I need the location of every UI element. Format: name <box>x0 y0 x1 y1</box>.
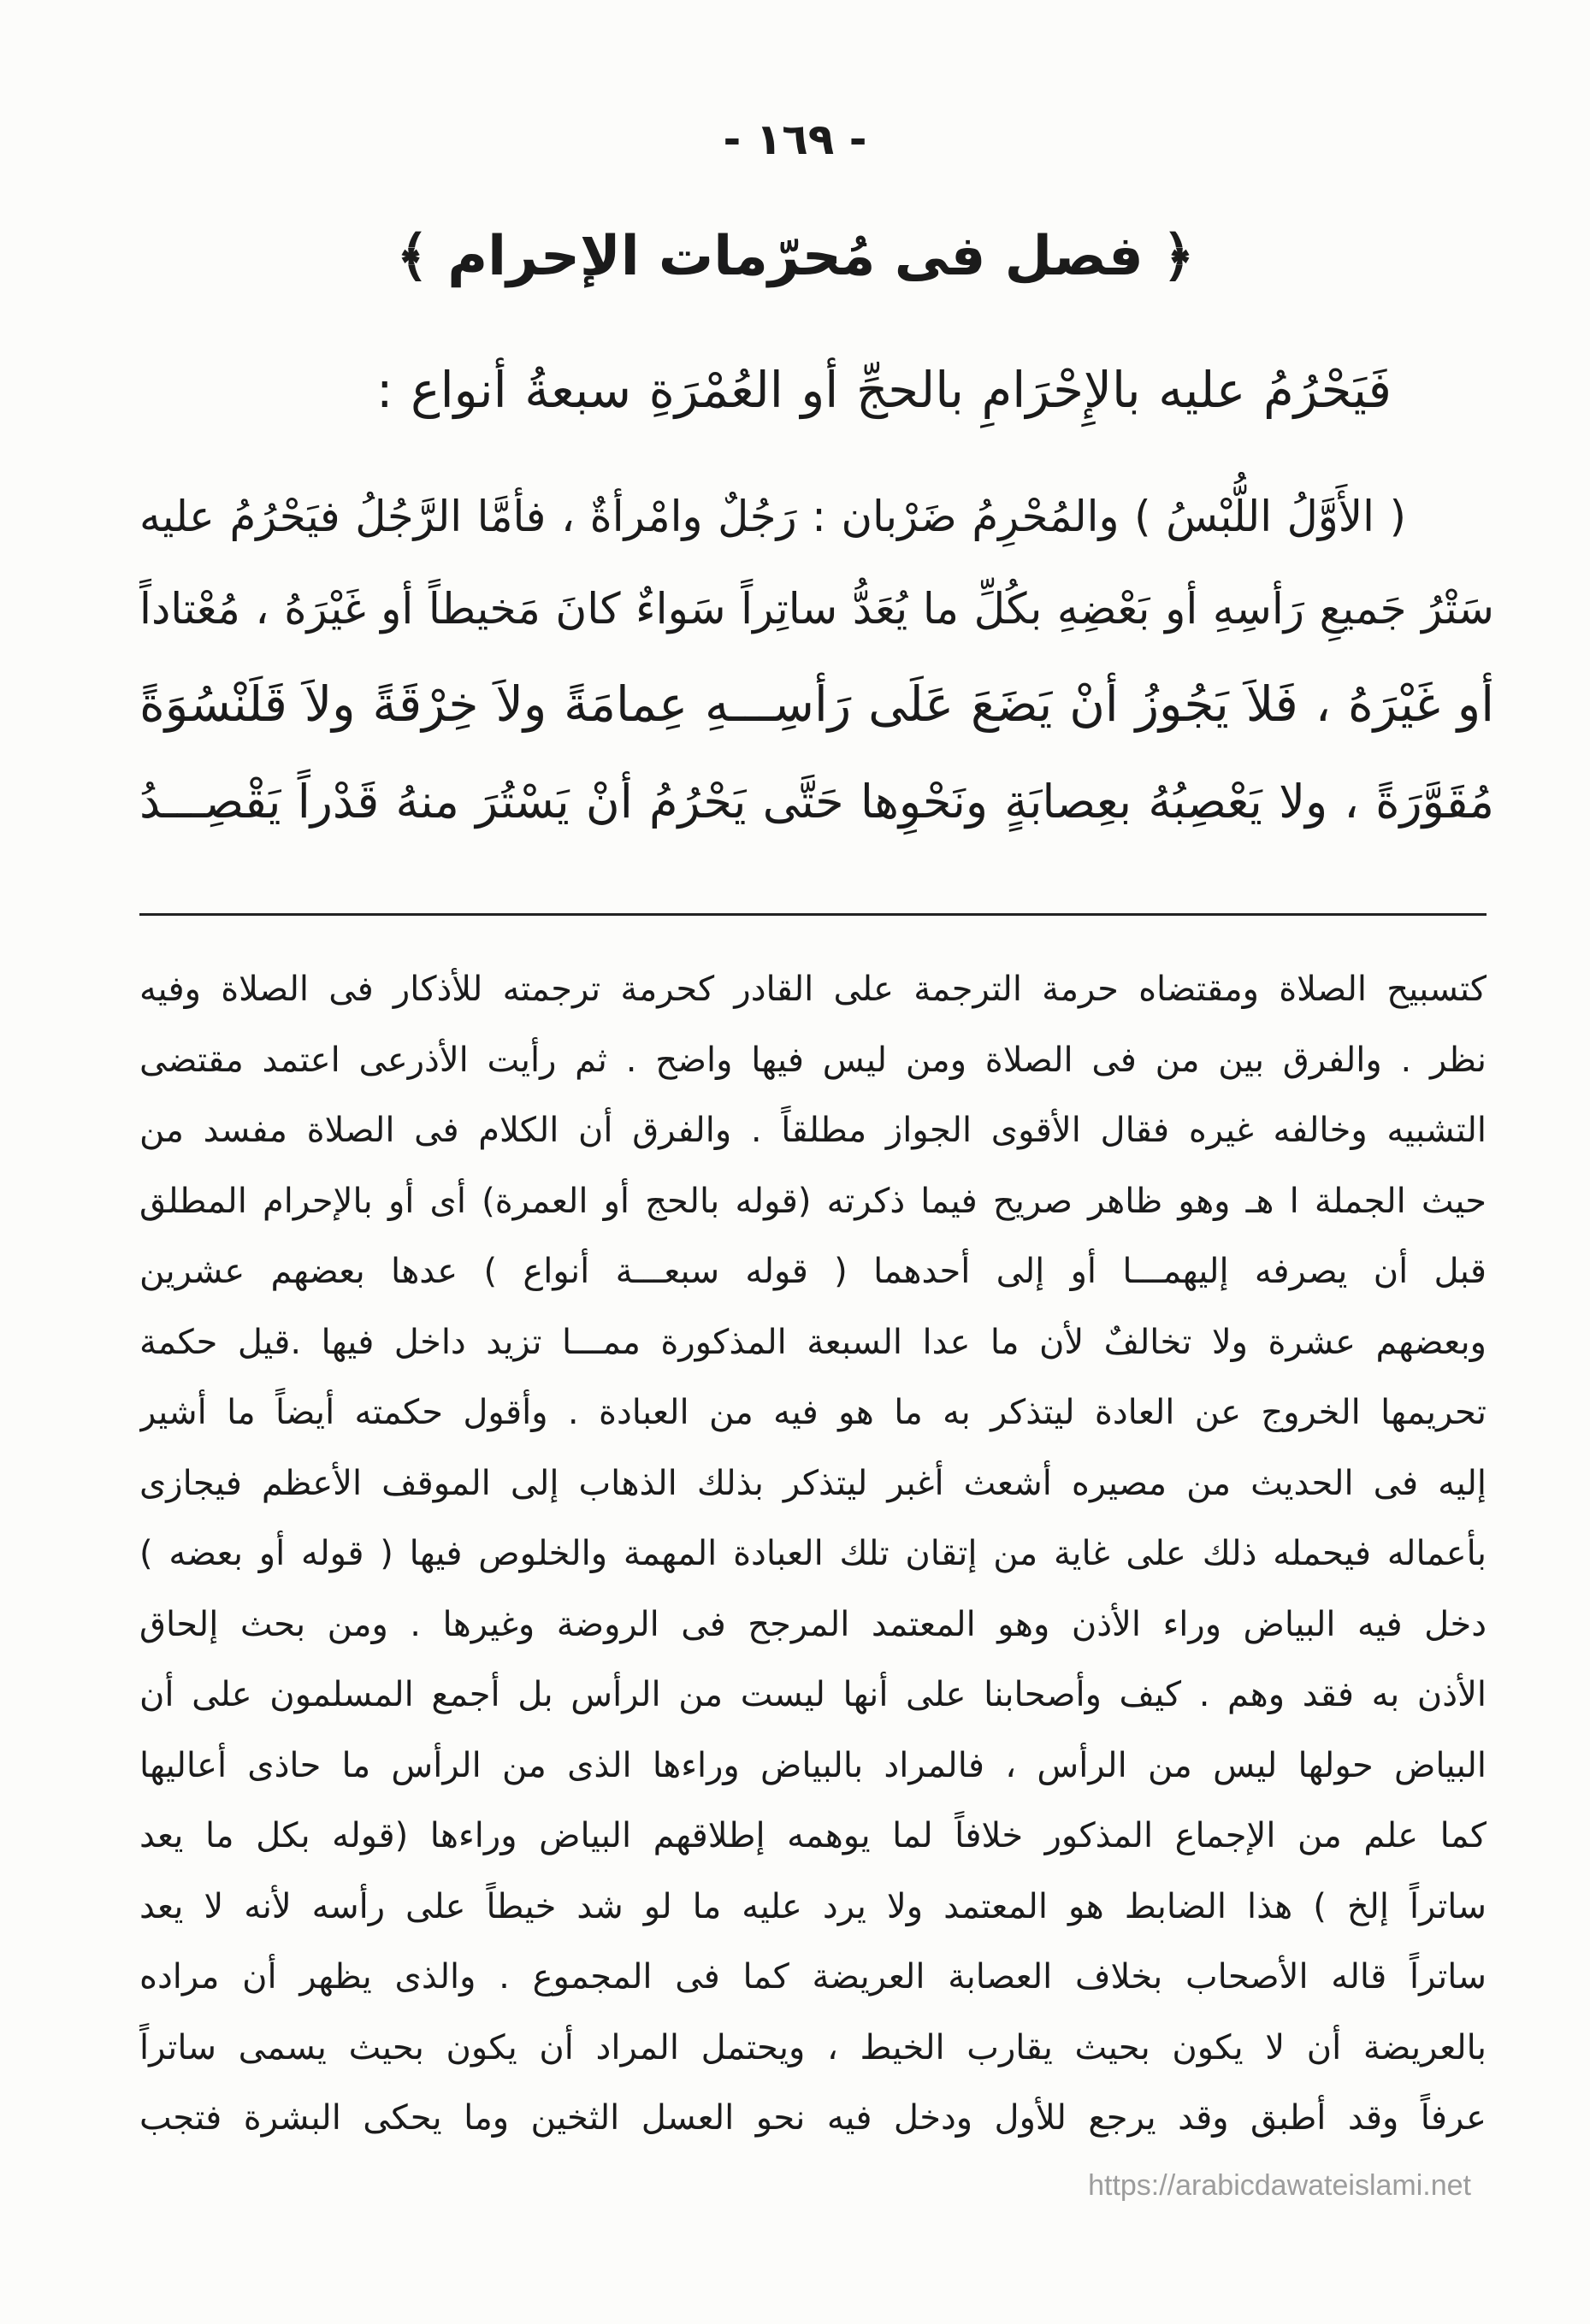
footnote-line: حيث الجملة ا هـ وهو ظاهر صريح فيما ذكرته (قوله بالحج أو العمرة) أى أو بالإحرام المطلق <box>139 1181 1487 1221</box>
footnote-line: وبعضهم عشرة ولا تخالفٌ لأن ما عدا السبعة المذكورة ممـــا تزيد داخل فيها .قيل حكمة <box>139 1322 1487 1362</box>
chapter-title: ﴿ فصل فى مُحرّمات الإحرام ﴾ <box>396 225 1195 288</box>
main-text-line: ( الأَوَّلُ اللُّبْسُ ) والمُحْرِمُ ضَرْبان : رَجُلٌ وامْرأةٌ ، فأمَّا الرَّجُلُ فيَحْرُمُ عليه <box>139 492 1406 541</box>
page-number: - ١٦٩ - <box>723 115 867 164</box>
footnote-line: ساتراً إلخ ) هذا الضابط هو المعتمد ولا يرد عليه ما لو شد خيطاً على رأسه لأنه لا يعد <box>139 1886 1487 1926</box>
footnote-line: تحريمها الخروج عن العادة ليتذكر به ما هو فيه من العبادة . وأقول حكمته أيضاً ما أشير <box>139 1393 1487 1432</box>
footnote-line: قبل أن يصرفه إليهمـــا أو إلى أحدهما ( قوله سبعـــة أنواع ) عدها بعضهم عشرين <box>139 1252 1487 1291</box>
footnote-separator <box>139 913 1487 916</box>
footnote-line: إليه فى الحديث من مصيره أشعث أغبر ليتذكر بذلك الذهاب إلى الموقف الأعظم فيجازى <box>139 1463 1487 1503</box>
footnote-line: التشبيه وخالفه غيره فقال الأقوى الجواز مطلقاً . والفرق أن الكلام فى الصلاة مفسد من <box>139 1111 1487 1150</box>
main-text-line: مُقَوَّرَةً ، ولا يَعْصِبُهُ بعِصابَةٍ ونَحْوِها حَتَّى يَحْرُمُ أنْ يَسْتُرَ منهُ قَدْراً يَقْصِـــدُ <box>139 775 1494 829</box>
footnote-line: بالعريضة أن لا يكون بحيث يقارب الخيط ، ويحتمل المراد أن يكون بحيث يسمى ساتراً <box>139 2027 1487 2067</box>
footnote-line: كتسبيح الصلاة ومقتضاه حرمة الترجمة على القادر كحرمة ترجمته للأذكار فى الصلاة وفيه <box>139 970 1487 1009</box>
footnote-line: نظر . والفرق بين من فى الصلاة ومن ليس فيها واضح . ثم رأيت الأذرعى اعتمد مقتضى <box>139 1040 1487 1080</box>
watermark-url: https://arabicdawateislami.net <box>1088 2169 1471 2202</box>
main-text-line: فَيَحْرُمُ عليه بالإِحْرَامِ بالحجِّ أو العُمْرَةِ سبعةُ أنواع : <box>376 361 1392 419</box>
main-text-line: أو غَيْرَهُ ، فَلاَ يَجُوزُ أنْ يَضَعَ عَلَى رَأسِـــهِ عِمامَةً ولاَ خِرْقَةً ولاَ قَلَنْسُوَةً <box>139 676 1494 733</box>
footnote-line: دخل فيه البياض وراء الأذن وهو المعتمد المرجح فى الروضة وغيرها . ومن بحث إلحاق <box>139 1604 1487 1644</box>
main-text-line: سَتْرُ جَميعِ رَأسِهِ أو بَعْضِهِ بكُلِّ ما يُعَدُّ ساتِراً سَواءٌ كانَ مَخيطاً أو غَيْرَهُ ، مُعْتاداً <box>139 583 1494 634</box>
footnote-line: ساتراً قاله الأصحاب بخلاف العصابة العريضة كما فى المجموع . والذى يظهر أن مراده <box>139 1957 1487 1997</box>
footnotes <box>139 954 1487 2154</box>
footnote-line: الأذن به فقد وهم . كيف وأصحابنا على أنها ليست من الرأس بل أجمع المسلمون على أن <box>139 1675 1487 1714</box>
footnote-line: عرفاً وقد أطبق وقد يرجع للأول ودخل فيه نحو العسل الثخين وما يحكى البشرة فتجب <box>139 2098 1487 2138</box>
footnote-line: كما علم من الإجماع المذكور خلافاً لما يوهمه إطلاقهم البياض وراءها (قوله بكل ما يعد <box>139 1816 1487 1855</box>
footnote-line: البياض حولها ليس من الرأس ، فالمراد بالبياض وراءها الذى من الرأس ما حاذى أعاليها <box>139 1745 1487 1785</box>
footnote-line: بأعماله فيحمله ذلك على غاية من إتقان تلك العبادة المهمة والخلوص فيها ( قوله أو بعضه ) <box>139 1534 1487 1573</box>
